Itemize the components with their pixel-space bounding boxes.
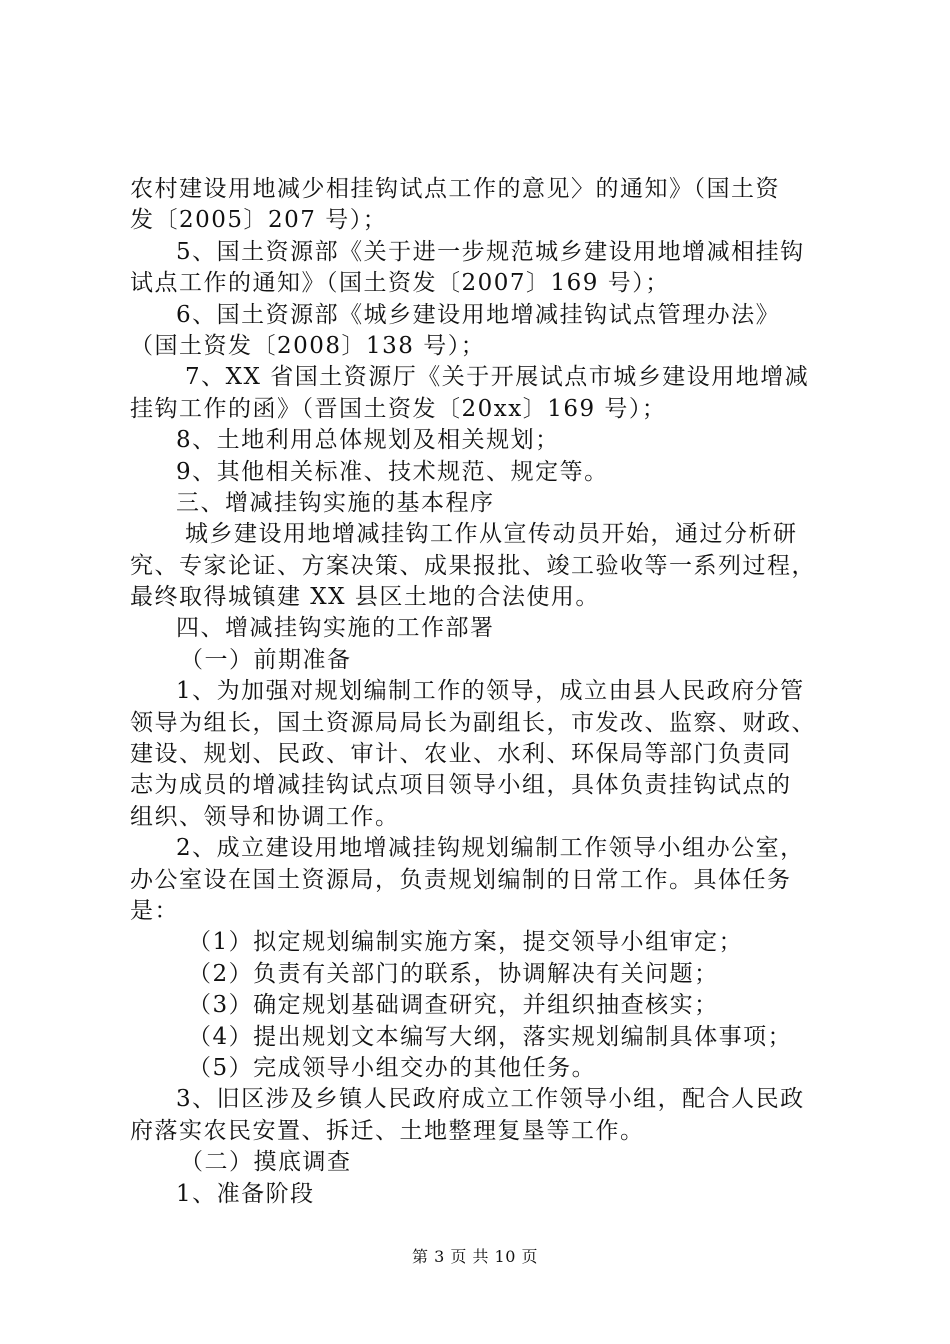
text-line: 志为成员的增减挂钩试点项目领导小组，具体负责挂钩试点的: [130, 772, 792, 799]
section-heading: 四、增减挂钩实施的工作部署: [176, 615, 495, 642]
section-heading: 三、增减挂钩实施的基本程序: [176, 489, 495, 516]
text-line: 农村建设用地减少相挂钩试点工作的意见〉的通知》（国土资: [130, 176, 780, 202]
list-item: （1）拟定规划编制实施方案，提交领导小组审定；: [188, 929, 744, 956]
text-line: 究、专家论证、方案决策、成果报批、竣工验收等一系列过程，: [130, 552, 816, 579]
text-line: 1、为加强对规划编制工作的领导，成立由县人民政府分管: [176, 678, 805, 705]
subsection-heading: （一）前期准备: [180, 646, 352, 673]
text-line: 发〔2005〕207 号）；: [130, 207, 388, 234]
text-line: 建设、规划、民政、审计、农业、水利、环保局等部门负责同: [130, 741, 792, 768]
list-item: （3）确定规划基础调查研究，并组织抽查核实；: [188, 992, 719, 1019]
text-line: 城乡建设用地增减挂钩工作从宣传动员开始，通过分析研: [185, 521, 798, 548]
text-line: 5、国土资源部《关于进一步规范城乡建设用地增减相挂钩: [176, 238, 805, 265]
text-line: 9、其他相关标准、技术规范、规定等。: [176, 458, 609, 485]
text-line: 是：: [130, 897, 179, 924]
list-item: （5）完成领导小组交办的其他任务。: [188, 1054, 597, 1081]
text-line: 8、土地利用总体规划及相关规划；: [176, 427, 560, 454]
text-line: 试点工作的通知》（国土资发〔2007〕169 号）；: [130, 270, 670, 297]
text-line: 办公室设在国土资源局，负责规划编制的日常工作。具体任务: [130, 866, 792, 893]
text-line: 6、国土资源部《城乡建设用地增减挂钩试点管理办法》: [176, 301, 781, 328]
list-item: （4）提出规划文本编写大纲，落实规划编制具体事项；: [188, 1023, 793, 1050]
text-line: （国土资发〔2008〕138 号）；: [130, 332, 486, 359]
text-line: 3、旧区涉及乡镇人民政府成立工作领导小组，配合人民政: [176, 1086, 805, 1113]
text-line: 2、成立建设用地增减挂钩规划编制工作领导小组办公室，: [176, 835, 805, 862]
list-item: （2）负责有关部门的联系，协调解决有关问题；: [188, 960, 719, 987]
text-line: 最终取得城镇建 XX 县区土地的合法使用。: [130, 584, 600, 611]
text-line: 府落实农民安置、拆迁、土地整理复垦等工作。: [130, 1117, 645, 1144]
text-line: 7、XX 省国土资源厅《关于开展试点市城乡建设用地增减: [185, 364, 810, 391]
page-number: 第 3 页 共 10 页: [412, 1247, 538, 1266]
text-line: 挂钩工作的函》（晋国土资发〔20xx〕169 号）；: [130, 395, 667, 422]
text-line: 组织、领导和协调工作。: [130, 803, 400, 830]
text-line: 领导为组长，国土资源局局长为副组长，市发改、监察、财政、: [130, 709, 816, 736]
document-body: [130, 174, 850, 1210]
text-line: 1、准备阶段: [176, 1180, 315, 1207]
subsection-heading: （二）摸底调查: [180, 1149, 352, 1176]
